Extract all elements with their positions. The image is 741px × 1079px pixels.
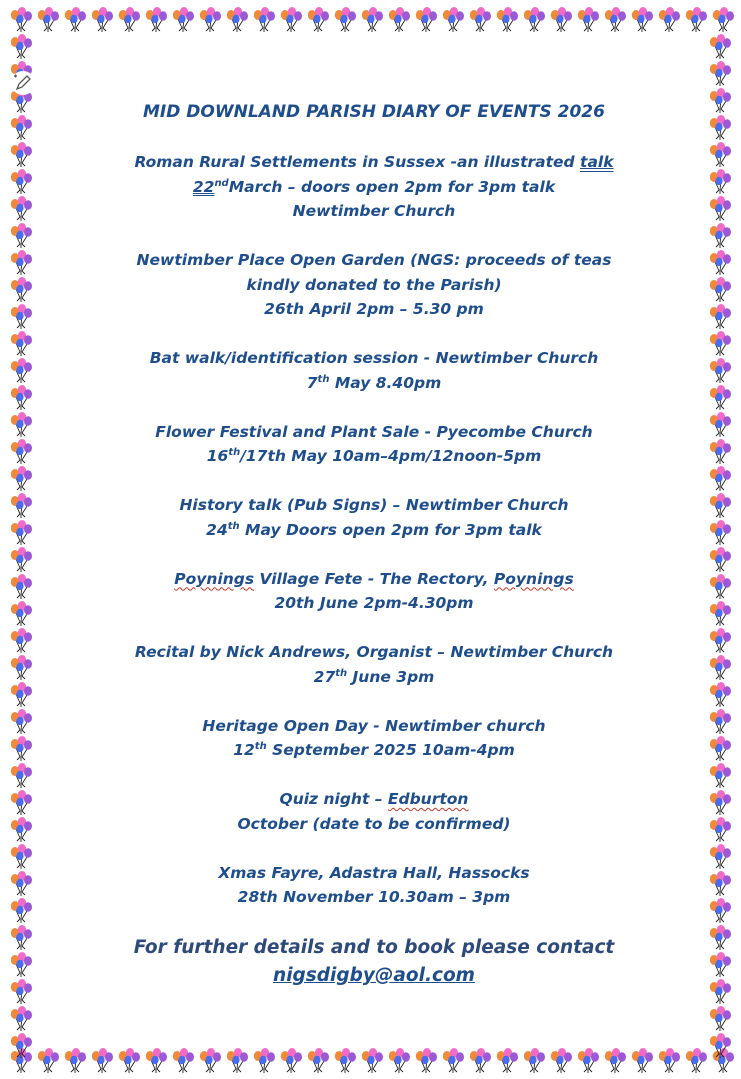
event-day: 7 (306, 373, 318, 392)
balloon-cluster-icon (11, 952, 32, 977)
balloon-cluster-icon (710, 358, 731, 383)
event-details: May Doors open 2pm for 3pm talk (239, 520, 542, 539)
balloon-cluster-icon (710, 493, 731, 518)
balloon-cluster-icon (710, 844, 731, 869)
balloon-cluster-icon (710, 223, 731, 248)
balloon-cluster-icon (11, 736, 32, 761)
balloon-cluster-icon (710, 601, 731, 626)
balloon-cluster-icon (710, 115, 731, 140)
balloon-cluster-icon (146, 1048, 167, 1073)
balloon-cluster-icon (11, 520, 32, 545)
balloon-cluster-icon (389, 7, 410, 32)
balloon-cluster-icon (119, 1048, 140, 1073)
balloon-cluster-icon (281, 7, 302, 32)
balloon-cluster-icon (710, 871, 731, 896)
event-details: /17th May 10am–4pm/12noon-5pm (240, 447, 542, 465)
event-details: May 8.40pm (329, 373, 442, 392)
balloon-cluster-icon (11, 1006, 32, 1031)
balloon-cluster-icon (38, 7, 59, 32)
event-details: 20th June 2pm-4.30pm (274, 594, 474, 612)
balloon-cluster-icon (551, 1048, 572, 1073)
event-day-suffix: th (317, 373, 330, 385)
balloon-cluster-icon (11, 628, 32, 653)
balloon-cluster-icon (551, 7, 572, 32)
event-day-suffix: nd (214, 177, 229, 189)
balloon-cluster-icon (200, 7, 221, 32)
balloon-cluster-icon (710, 952, 731, 977)
balloon-cluster-icon (92, 7, 113, 32)
balloon-cluster-icon (470, 1048, 491, 1073)
balloon-cluster-icon (11, 979, 32, 1004)
contact-email-link[interactable]: nigsdigby@aol.com (273, 965, 475, 986)
balloon-cluster-icon (11, 601, 32, 626)
balloon-cluster-icon (389, 1048, 410, 1073)
balloon-cluster-icon (710, 439, 731, 464)
balloon-cluster-icon (11, 844, 32, 869)
event-details: October (date to be confirmed) (237, 814, 511, 833)
balloon-cluster-icon (686, 7, 707, 32)
balloon-cluster-icon (11, 817, 32, 842)
event-day: 27 (313, 667, 336, 686)
balloon-cluster-icon (710, 34, 731, 59)
event-title-underlined: talk (580, 153, 614, 171)
page-title: MID DOWNLAND PARISH DIARY OF EVENTS 2026 (143, 102, 605, 122)
event-day-suffix: th (335, 667, 348, 679)
balloon-cluster-icon (11, 493, 32, 518)
balloon-cluster-icon (173, 7, 194, 32)
event-venue: Newtimber Church (292, 202, 456, 220)
balloon-cluster-icon (605, 7, 626, 32)
balloon-cluster-icon (11, 250, 32, 275)
balloon-cluster-icon (362, 7, 383, 32)
event-title: Xmas Fayre, Adastra Hall, Hassocks (218, 863, 530, 882)
balloon-cluster-icon (11, 34, 32, 59)
event-day-suffix: th (228, 446, 241, 458)
balloon-cluster-icon (11, 547, 32, 572)
balloon-cluster-icon (710, 655, 731, 680)
balloon-cluster-icon (710, 385, 731, 410)
event-details: 26th April 2pm – 5.30 pm (264, 300, 484, 318)
balloon-cluster-icon (710, 277, 731, 302)
balloon-cluster-icon (710, 520, 731, 545)
balloon-cluster-icon (308, 1048, 329, 1073)
balloon-cluster-icon (632, 1048, 653, 1073)
event-title: Flower Festival and Plant Sale - Pyecombe Church (155, 422, 593, 441)
balloon-cluster-icon (227, 1048, 248, 1073)
event-title: Village Fete - The Rectory, (254, 569, 494, 588)
event-day: 22 (192, 177, 215, 196)
balloon-cluster-icon (11, 115, 32, 140)
event-bat-walk (40, 346, 708, 395)
balloon-cluster-icon (710, 169, 731, 194)
balloon-cluster-icon (200, 1048, 221, 1073)
event-day: 16 (206, 447, 229, 465)
balloon-cluster-icon (659, 7, 680, 32)
balloon-cluster-icon (92, 1048, 113, 1073)
balloon-cluster-icon (632, 7, 653, 32)
event-details: March – doors open 2pm for 3pm talk (228, 177, 556, 196)
balloon-cluster-icon (710, 925, 731, 950)
event-flower-festival (40, 420, 708, 469)
balloon-cluster-icon (713, 7, 734, 32)
balloon-cluster-icon (710, 898, 731, 923)
event-xmas-fayre (40, 861, 708, 910)
balloon-cluster-icon (710, 574, 731, 599)
balloon-cluster-icon (281, 1048, 302, 1073)
balloon-cluster-icon (65, 1048, 86, 1073)
event-details: September 2025 10am-4pm (266, 741, 515, 759)
balloon-cluster-icon (605, 1048, 626, 1073)
balloon-cluster-icon (173, 1048, 194, 1073)
balloon-cluster-icon (11, 763, 32, 788)
event-place: Poynings (493, 569, 574, 588)
balloon-cluster-icon (11, 574, 32, 599)
balloon-cluster-icon (578, 7, 599, 32)
balloon-cluster-icon (11, 304, 32, 329)
balloon-cluster-icon (710, 817, 731, 842)
event-history-talk (40, 493, 708, 542)
event-quiz-night (40, 787, 708, 836)
balloon-cluster-icon (11, 466, 32, 491)
balloon-cluster-icon (710, 1006, 731, 1031)
balloon-cluster-icon (710, 466, 731, 491)
events-diary (40, 100, 708, 990)
event-title: Heritage Open Day - Newtimber church (202, 716, 546, 735)
balloon-cluster-icon (710, 61, 731, 86)
balloon-cluster-icon (710, 142, 731, 167)
balloon-cluster-icon (710, 682, 731, 707)
balloon-cluster-icon (497, 7, 518, 32)
event-village-fete (40, 567, 708, 616)
event-title: History talk (Pub Signs) – Newtimber Church (179, 496, 569, 514)
balloon-cluster-icon (710, 763, 731, 788)
balloon-cluster-icon (11, 142, 32, 167)
balloon-cluster-icon (710, 331, 731, 356)
balloon-cluster-icon (686, 1048, 707, 1073)
balloon-cluster-icon (11, 682, 32, 707)
balloon-cluster-icon (416, 7, 437, 32)
balloon-cluster-icon (335, 7, 356, 32)
balloon-cluster-icon (11, 925, 32, 950)
event-day: 24 (206, 520, 228, 539)
balloon-cluster-icon (11, 871, 32, 896)
balloon-cluster-icon (710, 250, 731, 275)
event-day-suffix: th (254, 740, 267, 752)
event-open-garden (40, 248, 708, 322)
event-title: Recital by Nick Andrews, Organist – Newtimber Church (134, 643, 614, 661)
balloon-cluster-icon (11, 196, 32, 221)
balloon-cluster-icon (11, 898, 32, 923)
balloon-cluster-icon (335, 1048, 356, 1073)
balloon-cluster-icon (710, 709, 731, 734)
event-title: Roman Rural Settlements in Sussex -an illustrated (134, 153, 581, 171)
balloon-cluster-icon (710, 628, 731, 653)
balloon-cluster-icon (11, 277, 32, 302)
event-roman-talk (40, 150, 708, 224)
balloon-cluster-icon (11, 412, 32, 437)
balloon-cluster-icon (11, 169, 32, 194)
balloon-cluster-icon (11, 223, 32, 248)
balloon-cluster-icon (11, 358, 32, 383)
balloon-cluster-icon (710, 790, 731, 815)
balloon-cluster-icon (11, 709, 32, 734)
balloon-cluster-icon (254, 1048, 275, 1073)
balloon-cluster-icon (11, 655, 32, 680)
event-place: Edburton (387, 790, 469, 808)
pen-edit-icon[interactable] (10, 70, 36, 96)
event-details: 28th November 10.30am – 3pm (237, 888, 511, 906)
balloon-cluster-icon (443, 7, 464, 32)
event-details: June 3pm (347, 667, 435, 686)
balloon-cluster-icon (11, 790, 32, 815)
balloon-cluster-icon (11, 385, 32, 410)
balloon-cluster-icon (362, 1048, 383, 1073)
balloon-cluster-icon (11, 439, 32, 464)
balloon-cluster-icon (578, 1048, 599, 1073)
balloon-cluster-icon (11, 7, 32, 32)
balloon-cluster-icon (710, 88, 731, 113)
event-day: 12 (233, 741, 255, 759)
balloon-cluster-icon (443, 1048, 464, 1073)
balloon-cluster-icon (470, 7, 491, 32)
balloon-cluster-icon (416, 1048, 437, 1073)
balloon-cluster-icon (710, 304, 731, 329)
event-title: Quiz night – (279, 790, 388, 808)
event-day-suffix: th (227, 520, 240, 532)
balloon-cluster-icon (119, 7, 140, 32)
event-title: Bat walk/identification session - Newtimber Church (149, 349, 599, 367)
event-place: Poynings (174, 569, 255, 588)
balloon-cluster-icon (710, 547, 731, 572)
balloon-cluster-icon (308, 7, 329, 32)
balloon-cluster-icon (710, 736, 731, 761)
balloon-cluster-icon (65, 7, 86, 32)
balloon-cluster-icon (497, 1048, 518, 1073)
balloon-cluster-icon (710, 412, 731, 437)
balloon-cluster-icon (38, 1048, 59, 1073)
event-title: Newtimber Place Open Garden (NGS: proceeds of teas kindly donated to the Parish) (136, 251, 612, 294)
event-heritage-day (40, 714, 708, 763)
balloon-cluster-icon (254, 7, 275, 32)
event-recital (40, 640, 708, 689)
balloon-cluster-icon (146, 7, 167, 32)
balloon-cluster-icon (710, 979, 731, 1004)
balloon-cluster-icon (713, 1048, 734, 1073)
balloon-cluster-icon (11, 331, 32, 356)
contact-text: For further details and to book please contact (133, 937, 615, 958)
contact-section (40, 934, 708, 990)
balloon-cluster-icon (227, 7, 248, 32)
balloon-cluster-icon (524, 1048, 545, 1073)
balloon-cluster-icon (710, 196, 731, 221)
balloon-cluster-icon (659, 1048, 680, 1073)
balloon-cluster-icon (524, 7, 545, 32)
